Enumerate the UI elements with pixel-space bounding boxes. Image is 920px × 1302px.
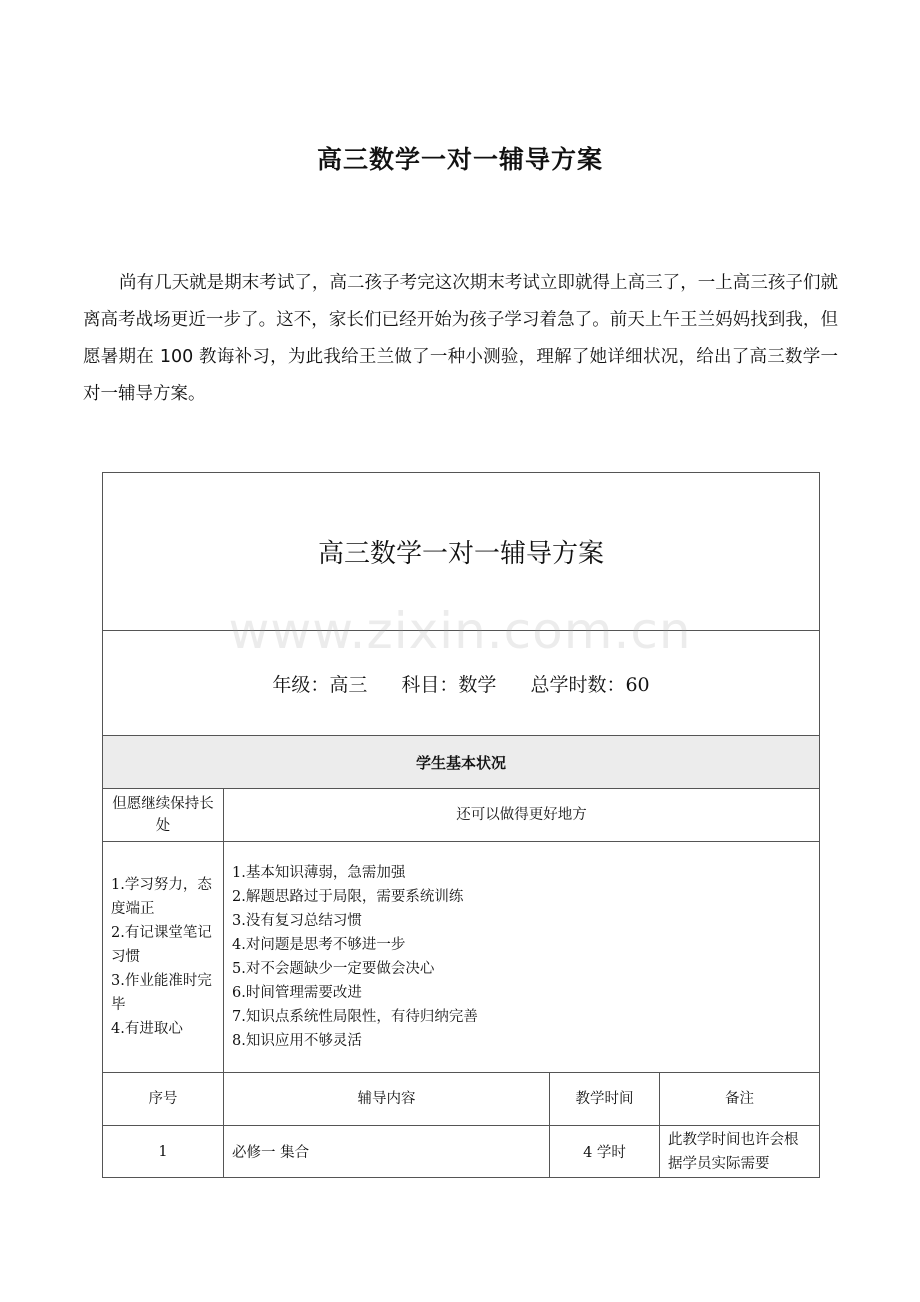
improvement-item: 7.知识点系统性局限性，有待归纳完善 — [232, 1009, 478, 1025]
table-title: 高三数学一对一辅导方案 — [103, 473, 820, 631]
intro-paragraph: 尚有几天就是期末考试了，高二孩子考完这次期末考试立即就得上高三了，一上高三孩子们就离高考战场更近一步了。这不，家长们已经开始为孩子学习着急了。前天上午王兰妈妈找到我，但愿暑期在 100 教诲补习，为此我给王兰做了一种小测验，理解了她详细状况，给出了高三数学一对一辅导方案。 — [83, 273, 838, 404]
grade-label: 年级：高三 — [272, 673, 368, 696]
strength-item: 4.有进取心 — [111, 1021, 183, 1037]
improvement-item: 1.基本知识薄弱，急需加强 — [232, 865, 406, 881]
improvement-item: 2.解题思路过于局限，需要系统训练 — [232, 889, 464, 905]
table-row — [103, 1126, 820, 1178]
strength-item: 2.有记课堂笔记习惯 — [111, 925, 212, 965]
improvement-item: 8.知识应用不够灵活 — [232, 1033, 362, 1049]
column-header-number: 序号 — [103, 1073, 224, 1126]
course-meta — [103, 631, 820, 736]
row-content: 必修一 集合 — [224, 1126, 550, 1178]
strengths-list — [103, 842, 224, 1073]
tutoring-plan-table — [102, 472, 820, 1178]
improvement-item: 4.对问题是思考不够进一步 — [232, 937, 406, 953]
row-time: 4 学时 — [550, 1126, 660, 1178]
section-header-student-status: 学生基本状况 — [103, 736, 820, 789]
row-number: 1 — [103, 1126, 224, 1178]
strengths-header: 但愿继续保持长处 — [103, 789, 224, 842]
improvement-item: 3.没有复习总结习惯 — [232, 913, 362, 929]
improvement-item: 6.时间管理需要改进 — [232, 985, 362, 1001]
schedule-header-row — [103, 1073, 820, 1126]
subject-label: 科目：数学 — [401, 673, 497, 696]
column-header-note: 备注 — [660, 1073, 820, 1126]
improvements-header: 还可以做得更好地方 — [224, 789, 820, 842]
strength-item: 1.学习努力，态度端正 — [111, 877, 212, 917]
column-header-content: 辅导内容 — [224, 1073, 550, 1126]
improvement-item: 5.对不会题缺少一定要做会决心 — [232, 961, 435, 977]
row-note: 此教学时间也许会根据学员实际需要 — [660, 1126, 820, 1178]
total-hours-label: 总学时数：60 — [530, 673, 650, 696]
improvements-list — [224, 842, 820, 1073]
document-title: 高三数学一对一辅导方案 — [316, 145, 603, 174]
column-header-time: 教学时间 — [550, 1073, 660, 1126]
watermark: www.zixin.com.cn — [228, 602, 692, 660]
strength-item: 3.作业能准时完毕 — [111, 973, 212, 1013]
